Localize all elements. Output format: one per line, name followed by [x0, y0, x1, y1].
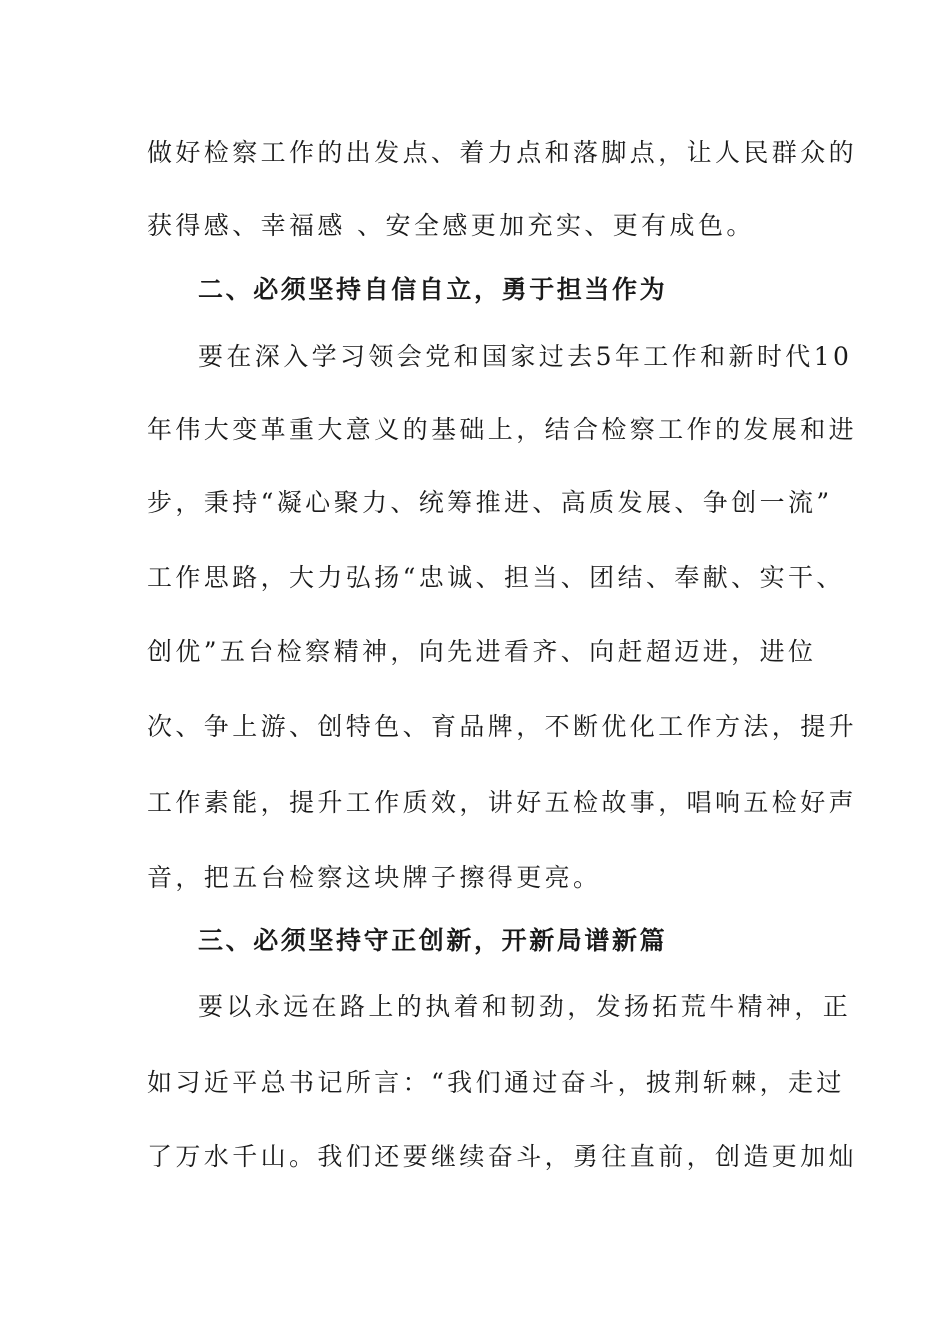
body-text-line: 音，把五台检察这块牌子擦得更亮。: [147, 863, 602, 892]
body-text-line: 年伟大变革重大意义的基础上，结合检察工作的发展和进: [147, 415, 858, 444]
body-text-line: 获得感、幸福感 、安全感更加充实、更有成色。: [147, 211, 755, 240]
body-text-line: 工作素能，提升工作质效，讲好五检故事，唱响五检好声: [147, 788, 858, 817]
section-heading-2: 二、必须坚持自信自立，勇于担当作为: [198, 275, 668, 304]
section-heading-3: 三、必须坚持守正创新，开新局谱新篇: [198, 926, 668, 955]
body-text-line: 次、争上游、创特色、育品牌，不断优化工作方法，提升: [147, 712, 858, 741]
body-text-line: 做好检察工作的出发点、着力点和落脚点，让人民群众的: [147, 138, 858, 167]
body-text-line: 如习近平总书记所言：“我们通过奋斗，披荆斩棘，走过: [147, 1068, 845, 1097]
body-text-line: 步，秉持“凝心聚力、统筹推进、高质发展、争创一流”: [147, 488, 833, 517]
body-text-line: 创优”五台检察精神，向先进看齐、向赶超迈进，进位: [147, 637, 817, 666]
body-text-line: 了万水千山。我们还要继续奋斗，勇往直前，创造更加灿: [147, 1142, 858, 1171]
paragraph-first-line: 要以永远在路上的执着和韧劲，发扬拓荒牛精神，正: [198, 992, 852, 1021]
paragraph-first-line: 要在深入学习领会党和国家过去5年工作和新时代10: [198, 342, 853, 371]
body-text-line: 工作思路，大力弘扬“忠诚、担当、团结、奉献、实干、: [147, 563, 845, 592]
